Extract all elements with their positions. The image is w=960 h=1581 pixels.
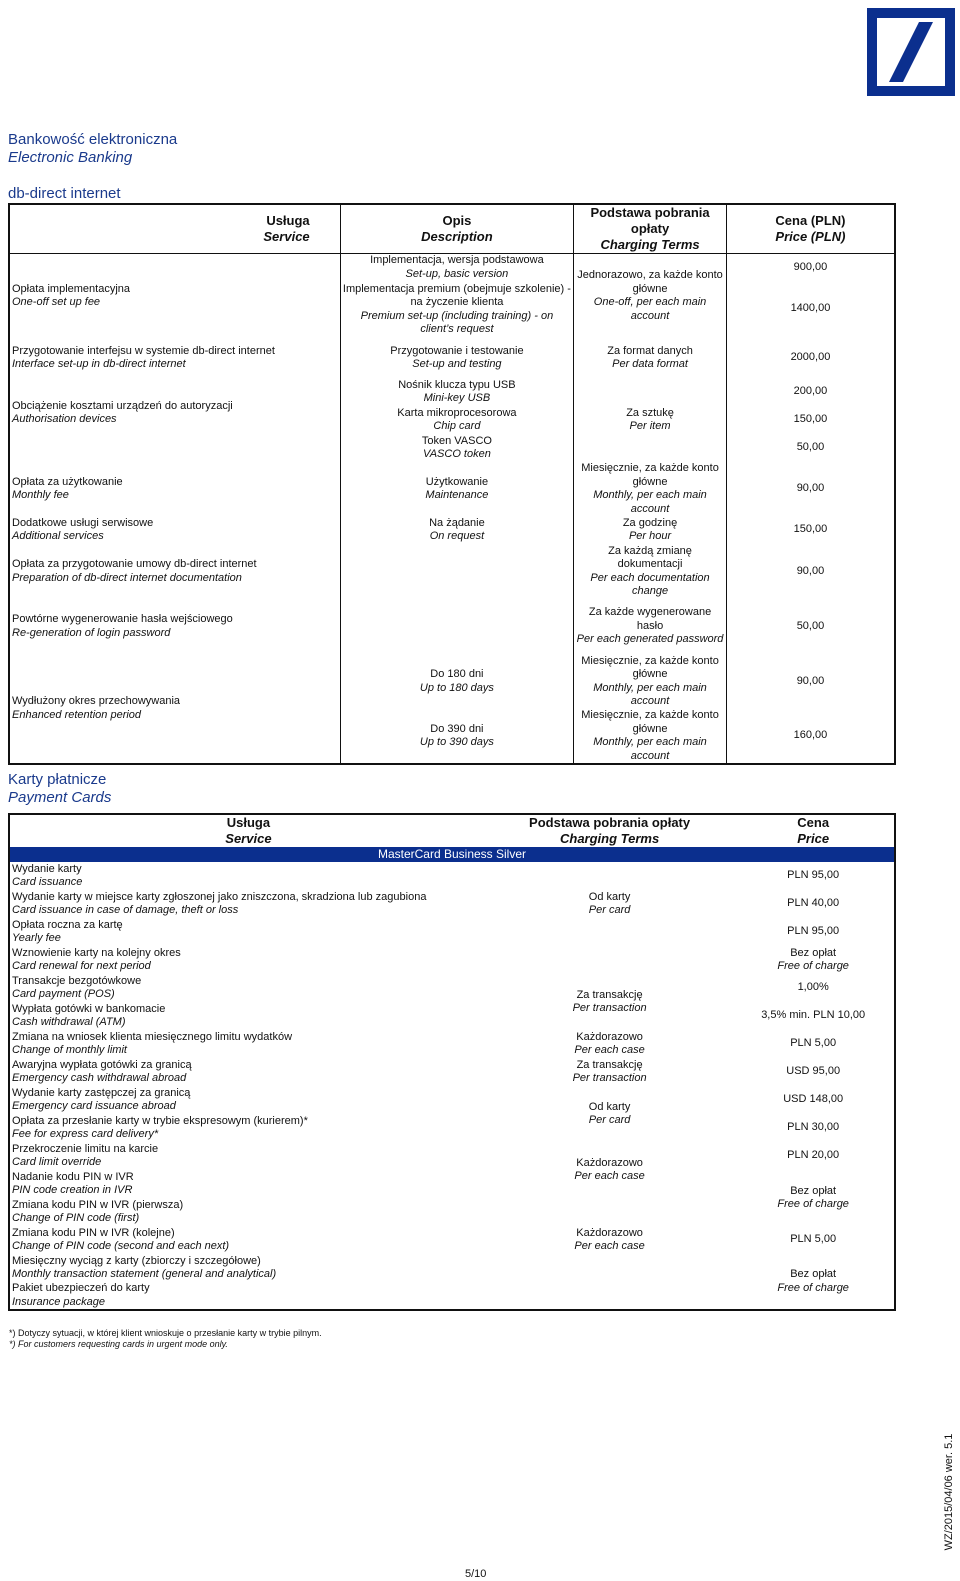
cards-title-pl: Karty płatnicze bbox=[8, 771, 107, 788]
footnote-pl: *) Dotyczy sytuacji, w której klient wnioskuje o przesłanie karty w trybie pilnym. bbox=[9, 1328, 322, 1338]
price-cell: 1,00% bbox=[797, 981, 829, 994]
header-service: Usługa Service bbox=[225, 815, 272, 846]
price-cell: 200,00 bbox=[726, 378, 895, 406]
doc-version: WZ/2015/04/06 wer. 5.1 bbox=[943, 1433, 955, 1551]
price-cell: PLN 95,00 bbox=[787, 925, 840, 938]
desc-cell: Użytkowanie Maintenance bbox=[340, 462, 574, 516]
terms-cell: Za każdą zmianę dokumentacji Per each documentation change bbox=[574, 544, 727, 599]
terms-cell: Miesięcznie, za każde konto główne Monthly, per each main account bbox=[574, 709, 727, 764]
service-cell: Opłata za przesłanie karty w trybie ekspresowym (kurierem)* Fee for express card delivery* bbox=[12, 1114, 308, 1140]
desc-cell: Implementacja premium (obejmuje szkolenie) - na życzenie klienta Premium set-up (including training) - on client’s request bbox=[340, 281, 574, 338]
desc-cell: Na żądanie On request bbox=[340, 516, 574, 544]
section-title-pl: Bankowość elektroniczna bbox=[8, 131, 178, 148]
terms-cell: Jednorazowo, za każde konto główne One-off, per each main account bbox=[574, 254, 727, 339]
service-cell: Powtórne wygenerowanie hasła wejściowego Re-generation of login password bbox=[9, 599, 340, 654]
service-cell: Opłata roczna za kartę Yearly fee bbox=[12, 918, 123, 944]
service-cell: Zmiana na wniosek klienta miesięcznego limitu wydatków Change of monthly limit bbox=[12, 1030, 293, 1056]
price-cell: PLN 5,00 bbox=[790, 1233, 837, 1246]
terms-cell: Każdorazowo Per each case bbox=[574, 1030, 645, 1056]
service-cell: Wydanie karty w miejsce karty zgłoszonej jako zniszczona, skradziona lub zagubiona Card issuance in case of damage, theft or loss bbox=[12, 890, 427, 916]
price-cell: Bez opłat Free of charge bbox=[777, 1268, 849, 1294]
price-cell: USD 148,00 bbox=[783, 1093, 844, 1106]
doc-version-container bbox=[936, 1420, 956, 1572]
terms-cell: Od karty Per card bbox=[588, 890, 631, 916]
terms-cell: Miesięcznie, za każde konto główne Monthly, per each main account bbox=[574, 654, 727, 709]
price-cell: PLN 5,00 bbox=[790, 1037, 837, 1050]
desc-cell: Przygotowanie i testowanie Set-up and testing bbox=[340, 338, 574, 378]
service-cell: Pakiet ubezpieczeń do karty Insurance package bbox=[12, 1282, 150, 1308]
terms-cell: Za każde wygenerowane hasło Per each generated password bbox=[574, 599, 727, 654]
service-cell: Wypłata gotówki w bankomacie Cash withdrawal (ATM) bbox=[12, 1002, 166, 1028]
price-cell: 90,00 bbox=[726, 654, 895, 709]
service-cell: Opłata implementacyjna One-off set up fee bbox=[9, 254, 340, 339]
slash-icon bbox=[877, 18, 945, 86]
price-cell: 2000,00 bbox=[726, 338, 895, 378]
desc-cell bbox=[340, 544, 574, 599]
price-cell: USD 95,00 bbox=[786, 1065, 841, 1078]
price-cell: PLN 40,00 bbox=[787, 897, 840, 910]
price-cell: 90,00 bbox=[726, 544, 895, 599]
desc-cell: Token VASCO VASCO token bbox=[340, 434, 574, 462]
price-cell: 90,00 bbox=[726, 462, 895, 516]
desc-cell: Nośnik klucza typu USB Mini-key USB bbox=[340, 378, 574, 406]
service-cell: Zmiana kodu PIN w IVR (pierwsza) Change of PIN code (first) bbox=[12, 1198, 184, 1224]
desc-cell: Karta mikroprocesorowa Chip card bbox=[340, 406, 574, 434]
service-cell: Dodatkowe usługi serwisowe Additional services bbox=[9, 516, 340, 544]
service-cell: Zmiana kodu PIN w IVR (kolejne) Change of PIN code (second and each next) bbox=[12, 1226, 230, 1252]
header-charging-terms: Podstawa pobrania opłaty Charging Terms bbox=[529, 815, 691, 846]
page-number: 5/10 bbox=[465, 1568, 487, 1580]
desc-cell: Do 180 dni Up to 180 days bbox=[340, 654, 574, 709]
price-cell: 150,00 bbox=[726, 406, 895, 434]
price-cell: 50,00 bbox=[726, 599, 895, 654]
terms-cell: Za sztukę Per item bbox=[574, 378, 727, 462]
terms-cell: Za godzinę Per hour bbox=[574, 516, 727, 544]
terms-cell: Za transakcję Per transaction bbox=[572, 1058, 647, 1084]
service-cell: Wydłużony okres przechowywania Enhanced retention period bbox=[9, 654, 340, 764]
service-cell: Wznowienie karty na kolejny okres Card renewal for next period bbox=[12, 946, 181, 972]
price-cell: 160,00 bbox=[726, 709, 895, 764]
service-cell: Opłata za użytkowanie Monthly fee bbox=[9, 462, 340, 516]
terms-cell-empty bbox=[487, 946, 732, 974]
section-title-en: Electronic Banking bbox=[8, 149, 133, 166]
price-cell: 50,00 bbox=[726, 434, 895, 462]
desc-cell: Do 390 dni Up to 390 days bbox=[340, 709, 574, 764]
desc-cell bbox=[340, 599, 574, 654]
price-cell: 900,00 bbox=[726, 254, 895, 282]
header-price: Cena (PLN) Price (PLN) bbox=[726, 204, 895, 254]
price-cell: PLN 30,00 bbox=[787, 1121, 840, 1134]
price-cell: PLN 95,00 bbox=[787, 869, 840, 882]
service-cell: Wydanie karty Card issuance bbox=[12, 862, 83, 888]
service-cell: Awaryjna wypłata gotówki za granicą Emergency cash withdrawal abroad bbox=[12, 1058, 192, 1084]
header-price: Cena Price bbox=[797, 815, 830, 846]
header-charging-terms: Podstawa pobrania opłaty Charging Terms bbox=[574, 204, 727, 254]
terms-cell: Za transakcję Per transaction bbox=[572, 988, 647, 1014]
price-cell: Bez opłat Free of charge bbox=[777, 946, 849, 972]
price-cell: PLN 20,00 bbox=[787, 1149, 840, 1162]
terms-cell: Każdorazowo Per each case bbox=[574, 1226, 645, 1252]
price-cell: Bez opłat Free of charge bbox=[777, 1184, 849, 1210]
db-direct-fee-table bbox=[8, 203, 896, 765]
service-cell: Wydanie karty zastępczej za granicą Emergency card issuance abroad bbox=[12, 1086, 191, 1112]
terms-cell: Od karty Per card bbox=[588, 1100, 631, 1126]
service-cell: Przygotowanie interfejsu w systemie db-direct internet Interface set-up in db-direct internet bbox=[9, 338, 340, 378]
bank-logo bbox=[867, 8, 955, 96]
header-service: Usługa Service bbox=[9, 204, 340, 254]
service-cell: Obciążenie kosztami urządzeń do autoryzacji Authorisation devices bbox=[9, 378, 340, 462]
desc-cell: Implementacja, wersja podstawowa Set-up, basic version bbox=[340, 254, 574, 282]
payment-cards-fee-table bbox=[8, 813, 896, 1311]
terms-cell: Za format danych Per data format bbox=[574, 338, 727, 378]
service-cell: Miesięczny wyciąg z karty (zbiorczy i szczegółowe) Monthly transaction statement (general and analytical) bbox=[12, 1254, 277, 1280]
terms-cell: Miesięcznie, za każde konto główne Monthly, per each main account bbox=[574, 462, 727, 516]
price-cell: 1400,00 bbox=[726, 281, 895, 336]
service-cell: Przekroczenie limitu na karcie Card limit override bbox=[12, 1142, 159, 1168]
price-cell: 3,5% min. PLN 10,00 bbox=[761, 1009, 866, 1022]
service-cell: Nadanie kodu PIN w IVR PIN code creation in IVR bbox=[12, 1170, 134, 1196]
terms-cell: Każdorazowo Per each case bbox=[574, 1156, 645, 1182]
service-cell: Transakcje bezgotówkowe Card payment (POS) bbox=[12, 974, 142, 1000]
service-cell: Opłata za przygotowanie umowy db-direct internet Preparation of db-direct internet documentation bbox=[9, 544, 340, 599]
logo-inner bbox=[877, 18, 945, 86]
terms-cell-empty bbox=[487, 1254, 732, 1310]
header-description: Opis Description bbox=[340, 204, 574, 254]
terms-cell-empty bbox=[487, 1198, 732, 1226]
price-cell: 150,00 bbox=[726, 516, 895, 544]
subsection-title: db-direct internet bbox=[8, 185, 121, 202]
cards-title-en: Payment Cards bbox=[8, 789, 112, 806]
card-product-bar: MasterCard Business Silver bbox=[9, 847, 895, 862]
footnote-en: *) For customers requesting cards in urgent mode only. bbox=[9, 1339, 228, 1349]
